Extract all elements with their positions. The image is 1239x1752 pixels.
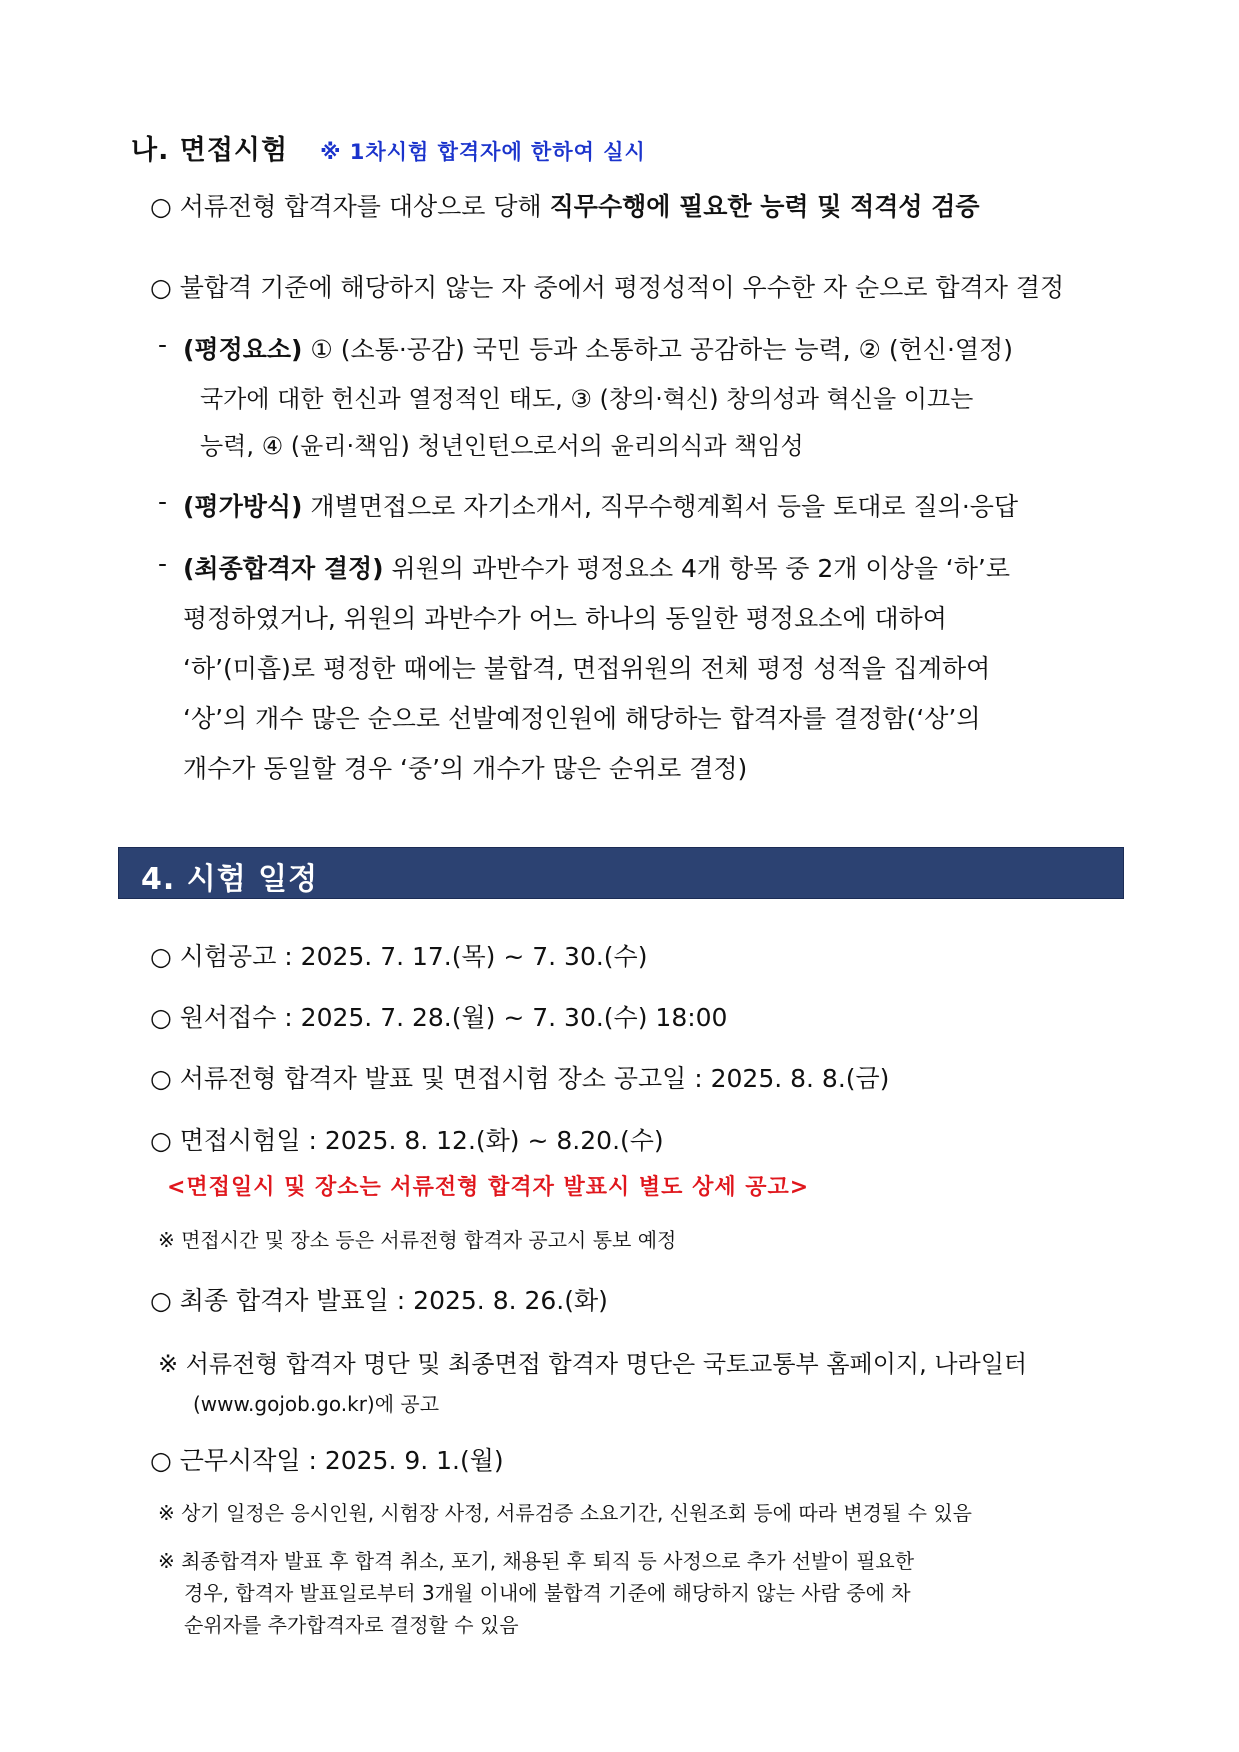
dash-final: - bbox=[158, 549, 168, 578]
notice-additional-line-2: 경우, 합격자 발표일로부터 3개월 이내에 불합격 기준에 해당하지 않는 사람 중에 차 bbox=[184, 1581, 911, 1605]
bullet-verification-text: ○ 서류전형 합격자를 대상으로 당해 bbox=[150, 192, 550, 221]
method-text: 개별면접으로 자기소개서, 직무수행계획서 등을 토대로 질의·응답 bbox=[302, 492, 1019, 521]
section-title: 4. 시험 일정 bbox=[141, 862, 319, 897]
subsection-title: 나. 면접시험 bbox=[131, 135, 289, 166]
final-line-1-text: 위원의 과반수가 평정요소 4개 항목 중 2개 이상을 ‘하’로 bbox=[383, 554, 1010, 583]
eval-label: (평정요소) bbox=[183, 335, 303, 364]
final-line-1 bbox=[183, 549, 1010, 585]
subsection-heading bbox=[131, 128, 646, 167]
final-line-2: 평정하였거나, 위원의 과반수가 어느 하나의 동일한 평정요소에 대하여 bbox=[183, 604, 947, 633]
notice-additional-line-1: ※ 최종합격자 발표 후 합격 취소, 포기, 채용된 후 퇴직 등 사정으로 추가 선발이 필요한 bbox=[158, 1549, 915, 1573]
schedule-work-start: ○ 근무시작일 : 2025. 9. 1.(월) bbox=[150, 1446, 504, 1475]
notice-list-line-1: ※ 서류전형 합격자 명단 및 최종면접 합격자 명단은 국토교통부 홈페이지, 나라일터 bbox=[158, 1350, 1028, 1378]
notice-change: ※ 상기 일정은 응시인원, 시험장 사정, 서류검증 소요기간, 신원조회 등에 따라 변경될 수 있음 bbox=[158, 1501, 972, 1525]
schedule-application: ○ 원서접수 : 2025. 7. 28.(월) ~ 7. 30.(수) 18:00 bbox=[150, 1003, 728, 1032]
schedule-interview: ○ 면접시험일 : 2025. 8. 12.(화) ~ 8.20.(수) bbox=[150, 1126, 664, 1155]
final-label: (최종합격자 결정) bbox=[183, 554, 384, 583]
method-label: (평가방식) bbox=[183, 492, 303, 521]
dash-method: - bbox=[158, 487, 168, 516]
bullet-verification bbox=[150, 187, 980, 223]
final-line-4: ‘상’의 개수 많은 순으로 선발예정인원에 해당하는 합격자를 결정함(‘상’의 bbox=[183, 704, 981, 733]
schedule-announcement: ○ 시험공고 : 2025. 7. 17.(목) ~ 7. 30.(수) bbox=[150, 942, 648, 971]
eval-line-1-text: ① (소통·공감) 국민 등과 소통하고 공감하는 능력, ② (헌신·열정) bbox=[310, 335, 1013, 364]
dash-eval: - bbox=[158, 330, 168, 359]
interview-time-note: ※ 면접시간 및 장소 등은 서류전형 합격자 공고시 통보 예정 bbox=[158, 1228, 677, 1252]
notice-list-line-2: (www.gojob.go.kr)에 공고 bbox=[193, 1392, 440, 1416]
notice-additional-line-3: 순위자를 추가합격자로 결정할 수 있음 bbox=[184, 1613, 519, 1637]
final-line-5: 개수가 동일할 경우 ‘중’의 개수가 많은 순위로 결정) bbox=[183, 754, 748, 783]
eval-line-1 bbox=[183, 330, 1013, 366]
bullet-verification-bold: 직무수행에 필요한 능력 및 적격성 검증 bbox=[549, 192, 980, 221]
schedule-final-result: ○ 최종 합격자 발표일 : 2025. 8. 26.(화) bbox=[150, 1286, 608, 1315]
final-line-3: ‘하’(미흡)로 평정한 때에는 불합격, 면접위원의 전체 평정 성적을 집계하여 bbox=[183, 654, 991, 683]
method-line bbox=[183, 487, 1018, 523]
schedule-document-result: ○ 서류전형 합격자 발표 및 면접시험 장소 공고일 : 2025. 8. 8.(금) bbox=[150, 1064, 890, 1093]
subsection-note: ※ 1차시험 합격자에 한하여 실시 bbox=[320, 140, 646, 164]
bullet-fail-criteria: ○ 불합격 기준에 해당하지 않는 자 중에서 평정성적이 우수한 자 순으로 합격자 결정 bbox=[150, 273, 1065, 302]
eval-line-2: 국가에 대한 헌신과 열정적인 태도, ③ (창의·혁신) 창의성과 혁신을 이끄는 bbox=[200, 385, 974, 413]
section-header-bar bbox=[118, 847, 1124, 899]
eval-line-3: 능력, ④ (윤리·책임) 청년인턴으로서의 윤리의식과 책임성 bbox=[200, 432, 804, 460]
interview-red-notice: <면접일시 및 장소는 서류전형 합격자 발표시 별도 상세 공고> bbox=[167, 1175, 810, 1200]
